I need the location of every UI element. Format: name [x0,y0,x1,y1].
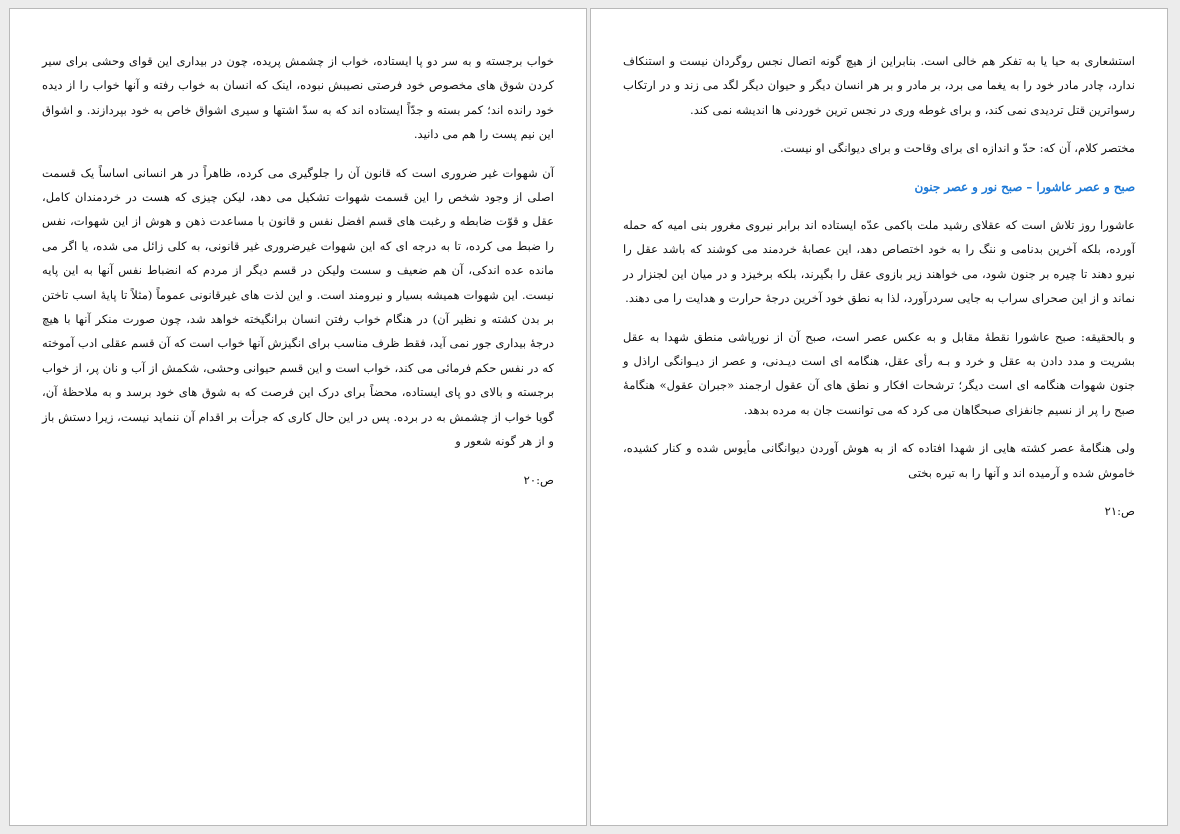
document-page-left [9,8,587,826]
body-paragraph: مختصر کلام، آن که: حدّ و اندازه ای برای وقاحت و برای دیوانگی او نیست. [779,141,1135,156]
section-heading: صبح و عصر عاشورا – صبح نور و عصر جنون [914,179,1135,194]
body-paragraph: آن شهوات غیر ضروری است که قانون آن را جلوگیری می کرده، ظاهراً در هر انسانی اساساً یک قسمت اصلی از وجود شخص را این قسمت شهوات تشکیل می دهد، لیکن چیزی که هست در خردمندان کامل، عقل و قوّت ضابطه و رغبت های قسم افضل نفس و قانون با مساعدت ذهن و هوش از این شهوات، نفس را ضبط می کرده، تا به درجه ای که این شهوات غیرضروری غیر قانونی، به کلی زائل می شده، یا اگر می مانده عده اندکی، آن هم ضعیف و سست ولیکن در قسم دیگر از مردم که انضباط نفس آنها به این پایه نیست. این شهوات همیشه بسیار و نیرومند است. و این لذت های غیرقانونی عموماً (مثلاً تا پایهٔ اسب تاختن بر بدن کشته و نظیر آن) در هنگام خواب رفتن انسان برانگیخته خواهد شد، چون صورت منکر آنها با هیچ درجهٔ بیداری جور نمی آید، فقط ظرف مناسب برای انگیزش آنها خواب است که آن قسم عقلی ادب آموخته که در نفس حکم فرمائی می کند، خواب است و این قسم حیوانی وحشی، شکمش از آب و نان پر، از خواب برجسته و بالای دو پای ایستاده، محضاً برای درک این فرصت که به شوق های خود برسد و به ملاحظهٔ آن، گویا خواب از چشمش به در برده. پس در این حال کاری که جرأت بر اقدام آن ننماید نیست، زیرا دستش باز و از هر گونه شعور و [42,165,554,449]
body-paragraph: استشعاری به حیا یا به تفکر هم خالی است. بنابراین از هیچ گونه اتصال نجس روگردان نیست و استنکاف ندارد، چادر مادر خود را به یغما می برد، بر مادر و بر هر انسان دیگر و حیوان دیگر لگد می زند و در ارتکاب رسواترین قتل تردیدی نمی کند، و برای غوطه وری در نجس ترین خوردنی ها اندیشه نمی کند. [623,54,1135,117]
page-text-body [623,49,1135,523]
body-paragraph: و بالحقیقه: صبح عاشورا نقطهٔ مقابل و به عکس عصر است، صبح آن از نورپاشی منطق شهدا به عقل بشریت و مدد دادن به عقل و خرد و بـه رأی عقل، هنگامه ای است دیـدنی، و عصر از دیـوانگی اراذل و جنون شهوات هنگامه ای است دیگر؛ ترشحات افکار و نطق های آن عقول ارجمند «جبران عقول» هنگامهٔ صبح را پر از نسیم جانفزای صبحگاهان می کرد که می توانست جان به مرده بدهد. [623,329,1135,417]
page-text-body [42,49,554,492]
document-page-right [590,8,1168,826]
body-paragraph: عاشورا روز تلاش است که عقلای رشید ملت باکمی عدّه ایستاده اند برابر نیروی مغرور بنی امیه که حمله آورده، بلکه آخرین بدنامی و ننگ را به خود اختصاص دهد، این عصابهٔ خردمند می کوشند که باشد عقل را نیرو دهند تا چیره بر جنون شود، می خواهند زیر بازوی عقل را بگیرند، بلکه برخیزد و در میان این لجنزار در نماند و از این صحرای سراب به جایی سردرآورد، لذا به نطق خود آخرین درجهٔ حرارت و هدایت را می دهند. [623,218,1135,306]
body-paragraph: ولی هنگامهٔ عصر کشته هایی از شهدا افتاده که از به هوش آوردن دیوانگانی مأیوس شده و کنار کشیده، خاموش شده و آرمیده اند و آنها را به تیره بختی [623,441,1135,480]
page-number: ص:۲۱ [1104,504,1135,519]
page-number: ص:۲۰ [523,472,554,487]
body-paragraph: خواب برجسته و به سر دو پا ایستاده، خواب از چشمش پریده، چون در بیداری این قوای وحشی برای سیر کردن شوق های مخصوص خود فرصتی نصیبش نبوده، اینک که انسان به خواب رفته و آنها خواب را از دیده خود رانده اند؛ کمر بسته و جدّاً ایستاده اند که به سدّ اشتها و سیری اشواق خاص به خود بپردازند. و اشواق این نیم پست را هم می دانید. [42,54,554,142]
